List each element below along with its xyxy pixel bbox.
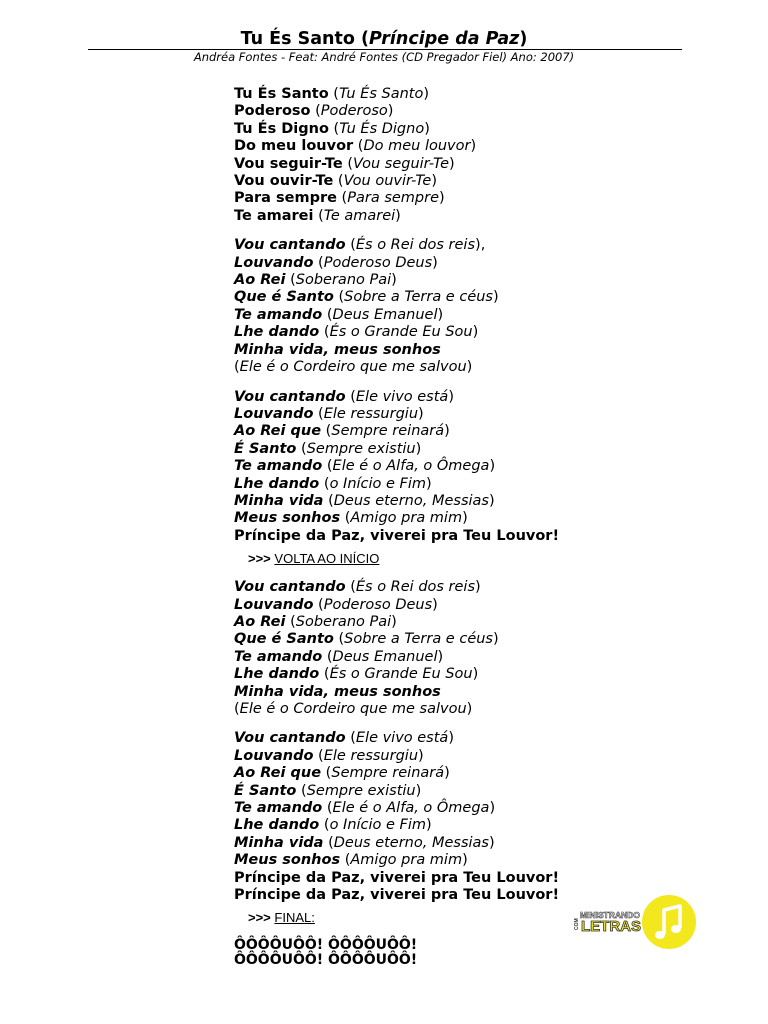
lyric-echo: (Amigo pra mim) [340, 510, 468, 527]
lyric-line [234, 289, 654, 306]
lyric-line [234, 701, 654, 718]
lyric-main: Lhe dando [234, 324, 320, 341]
lyric-echo: (Ele ressurgiu) [313, 405, 424, 422]
lyric-main: Te amando [234, 648, 323, 665]
lyric-line [234, 86, 654, 103]
lyric-line [234, 458, 654, 475]
song-title: Tu És Santo (Príncipe da Paz) [240, 29, 528, 49]
lyric-echo: (Ele é o Cordeiro que me salvou) [234, 701, 473, 717]
lyric-main: Vou seguir-Te [234, 155, 343, 172]
lyric-echo: (o Início e Fim) [319, 475, 432, 492]
lyric-line [234, 476, 654, 493]
nav-arrow: >>> [248, 551, 271, 567]
lyric-main: Príncipe da Paz, viverei pra Teu Louvor! [234, 527, 560, 544]
lyric-line [234, 730, 654, 747]
lyric-main: Louvando [234, 596, 314, 613]
lyric-main: Vou cantando [234, 579, 346, 596]
lyric-echo: (Sempre existiu) [296, 440, 422, 457]
lyric-echo: (Sobre a Terra e céus) [333, 289, 499, 306]
lyric-echo: (Vou ouvir-Te) [333, 173, 438, 190]
lyric-line [234, 173, 654, 190]
lyric-echo: (Te amarei) [313, 207, 401, 224]
lyric-line [234, 614, 654, 631]
lyric-main: Vou cantando [234, 730, 346, 747]
lyric-line [234, 406, 654, 423]
lyric-echo: (Sempre reinará) [321, 765, 450, 782]
lyric-line [234, 684, 654, 701]
lyric-line [234, 528, 654, 545]
lyric-main: Vou cantando [234, 237, 346, 254]
lyric-line [234, 649, 654, 666]
lyric-echo: (Ele é o Cordeiro que me salvou) [234, 359, 473, 376]
lyric-main: Louvando [234, 405, 314, 422]
lyric-main: Te amando [234, 458, 323, 475]
lyric-main: Minha vida [234, 834, 324, 851]
lyric-echo: (Ele é o Alfa, o Ômega) [322, 800, 496, 817]
lyric-line [234, 237, 654, 254]
lyric-line [234, 817, 654, 834]
lyric-line [234, 870, 654, 887]
lyric-echo: (Deus Emanuel) [322, 306, 444, 323]
lyric-main: Vou cantando [234, 388, 346, 405]
lyric-line [234, 359, 654, 376]
stanza-2 [234, 237, 654, 376]
stanza-1 [234, 86, 654, 225]
lyric-echo: (Para sempre) [336, 190, 445, 207]
lyric-line [234, 765, 654, 782]
lyric-echo: (Tu És Digno) [328, 120, 430, 137]
lyric-line [234, 666, 654, 683]
lyric-main: Príncipe da Paz, viverei pra Teu Louvor! [234, 887, 560, 904]
lyric-line [234, 441, 654, 458]
lyric-main: Ao Rei [234, 613, 286, 630]
lyric-echo: (Ele vivo está) [345, 730, 454, 747]
lyric-main: Do meu louvor [234, 138, 354, 155]
lyric-echo: (Deus Emanuel) [322, 648, 444, 665]
ministrando-letras-logo [572, 894, 698, 950]
lyric-echo: (Sempre existiu) [296, 782, 422, 799]
lyric-echo: (Poderoso Deus) [313, 254, 438, 271]
logo-side-text: COM [574, 918, 580, 930]
back-to-start-nav [248, 551, 654, 567]
lyric-echo: (Poderoso Deus) [313, 596, 438, 613]
lyric-echo: (o Início e Fim) [319, 817, 432, 834]
lyric-main: Tu És Santo [234, 86, 329, 102]
lyric-main: Lhe dando [234, 666, 320, 683]
lyric-line [234, 631, 654, 648]
ending-line: ÔÔÔÔUÔÔ! ÔÔÔÔUÔÔ! [234, 952, 418, 969]
lyric-main: Que é Santo [234, 631, 334, 648]
lyric-echo: (És o Grande Eu Sou) [319, 324, 479, 341]
lyric-echo: (Soberano Pai) [285, 272, 397, 289]
lyric-echo: (Deus eterno, Messias) [323, 492, 495, 509]
lyric-echo: (Deus eterno, Messias) [323, 834, 495, 851]
lyric-main: Lhe dando [234, 817, 320, 834]
lyric-echo: (Amigo pra mim) [340, 852, 468, 869]
stanza-3 [234, 389, 654, 546]
lyric-line [234, 272, 654, 289]
lyric-line [234, 138, 654, 155]
logo-circle [642, 895, 696, 949]
logo-top-text: MINISTRANDO [580, 910, 640, 920]
song-credits: Andréa Fontes - Feat: André Fontes (CD Pregador Fiel) Ano: 2007) [193, 50, 575, 64]
lyric-main: Príncipe da Paz, viverei pra Teu Louvor! [234, 869, 560, 886]
lyric-echo: (Sobre a Terra e céus) [333, 631, 499, 648]
lyric-line [234, 748, 654, 765]
lyric-main: Tu És Digno [234, 120, 329, 137]
lyric-line [234, 852, 654, 869]
lyric-line [234, 208, 654, 225]
lyric-line [234, 597, 654, 614]
lyric-main: Te amando [234, 800, 323, 817]
lyric-main: Ao Rei que [234, 423, 322, 440]
nav-arrow: >>> [248, 910, 271, 926]
lyric-line [234, 493, 654, 510]
lyric-line [234, 190, 654, 207]
final-link[interactable]: FINAL: [274, 910, 315, 926]
lyric-main: É Santo [234, 782, 297, 799]
lyric-line [234, 579, 654, 596]
lyric-line [234, 389, 654, 406]
lyric-echo: (Ele é o Alfa, o Ômega) [322, 458, 496, 475]
lyric-main: Lhe dando [234, 475, 320, 492]
lyric-line [234, 783, 654, 800]
lyric-main: É Santo [234, 440, 297, 457]
lyric-main: Minha vida [234, 492, 324, 509]
lyric-line [234, 342, 654, 359]
lyric-echo: (Ele vivo está) [345, 388, 454, 405]
lyric-main: Ao Rei que [234, 765, 322, 782]
stanza-4 [234, 579, 654, 718]
lyric-main: Meus sonhos [234, 510, 341, 527]
lyric-line [234, 510, 654, 527]
lyric-main: Meus sonhos [234, 852, 341, 869]
lyric-main: Te amarei [234, 207, 314, 224]
stanza-5 [234, 730, 654, 904]
lyric-echo: (Sempre reinará) [321, 423, 450, 440]
lyric-main: Para sempre [234, 190, 337, 207]
lyric-echo: (Do meu louvor) [353, 138, 477, 155]
lyric-echo: (És o Rei dos reis) [345, 579, 481, 596]
logo-main-text: LETRAS [581, 918, 641, 935]
lyric-line [234, 307, 654, 324]
lyric-main: Ao Rei [234, 272, 286, 289]
lyric-line [234, 423, 654, 440]
back-to-start-link[interactable]: VOLTA AO INÍCIO [274, 551, 380, 567]
lyric-main: Minha vida, meus sonhos [234, 341, 441, 358]
lyric-echo: (Ele ressurgiu) [313, 747, 424, 764]
lyric-echo: (Soberano Pai) [285, 613, 397, 630]
lyric-main: Vou ouvir-Te [234, 173, 334, 190]
lyric-line [234, 324, 654, 341]
lyric-main: Minha vida, meus sonhos [234, 683, 441, 700]
lyric-line [234, 121, 654, 138]
lyric-line [234, 255, 654, 272]
lyric-main: Poderoso [234, 103, 311, 120]
ending-line: ÔÔÔÔUÔÔ! ÔÔÔÔUÔÔ! [234, 937, 418, 954]
lyric-echo: (Poderoso) [310, 103, 394, 120]
lyric-line [234, 103, 654, 120]
lyric-main: Louvando [234, 254, 314, 271]
lyric-echo: (És o Grande Eu Sou) [319, 666, 479, 683]
lyric-echo: (Tu És Santo) [328, 86, 430, 102]
lyric-main: Louvando [234, 747, 314, 764]
lyric-line [234, 156, 654, 173]
lyric-echo: (Vou seguir-Te) [342, 155, 455, 172]
lyric-main: Te amando [234, 306, 323, 323]
lyric-line [234, 835, 654, 852]
lyrics [234, 86, 654, 968]
lyric-line [234, 800, 654, 817]
lyric-echo: (És o Rei dos reis), [345, 237, 486, 254]
lyric-main: Que é Santo [234, 289, 334, 306]
